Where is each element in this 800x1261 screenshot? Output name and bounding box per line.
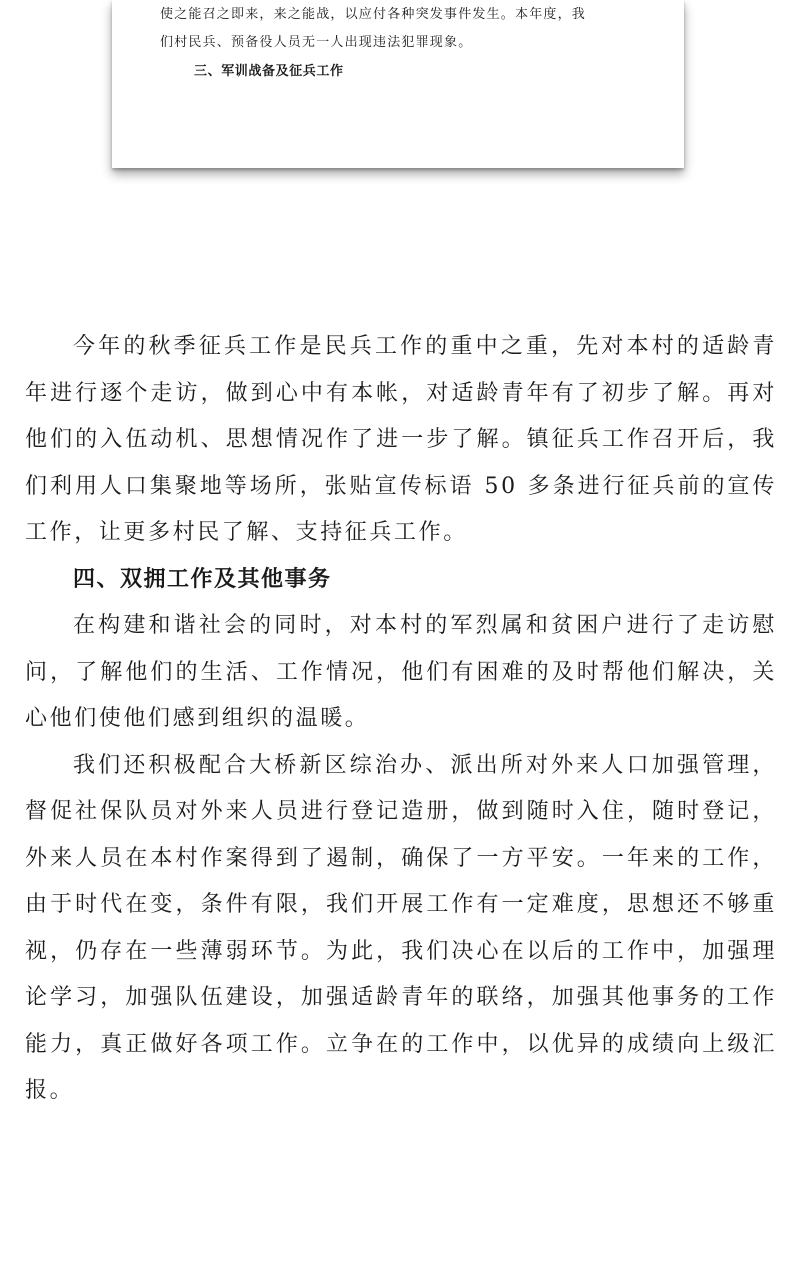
paragraph-conscription: 今年的秋季征兵工作是民兵工作的重中之重，先对本村的适龄青年进行逐个走访，做到心中有本帐，对适龄青年有了初步了解。再对他们的入伍动机、思想情况作了进一步了解。镇征兵工作召开后，我们利用人口集聚地等场所，张贴宣传标语 50 多条进行征兵前的宣传工作，让更多村民了解、支持征兵工作。 (25, 334, 777, 545)
paragraph-dual-support: 在构建和谐社会的同时，对本村的军烈属和贫困户进行了走访慰问，了解他们的生活、工作情况，他们有困难的及时帮他们解决，关心他们使他们感到组织的温暖。 (25, 613, 777, 731)
preview-text-line: 们村民兵、预备役人员无一人出现违法犯罪现象。 (160, 35, 473, 50)
document-page-preview (112, 0, 684, 168)
preview-section-heading: 三、军训战备及征兵工作 (194, 64, 344, 79)
section-heading-dual-support: 四、双拥工作及其他事务 (73, 566, 332, 592)
paragraph-other-affairs: 我们还积极配合大桥新区综治办、派出所对外来人口加强管理，督促社保队员对外来人员进行登记造册，做到随时入住，随时登记，外来人员在本村作案得到了遏制，确保了一方平安。一年来的工作，由于时代在变，条件有限，我们开展工作有一定难度，思想还不够重视，仍存在一些薄弱环节。为此，我们决心在以后的工作中，加强理论学习，加强队伍建设，加强适龄青年的联络，加强其他事务的工作能力，真正做好各项工作。立争在的工作中，以优异的成绩向上级汇报。 (25, 752, 777, 1103)
article-body (25, 324, 777, 1115)
preview-text-line: 使之能召之即来，来之能战，以应付各种突发事件发生。本年度，我 (160, 7, 587, 22)
